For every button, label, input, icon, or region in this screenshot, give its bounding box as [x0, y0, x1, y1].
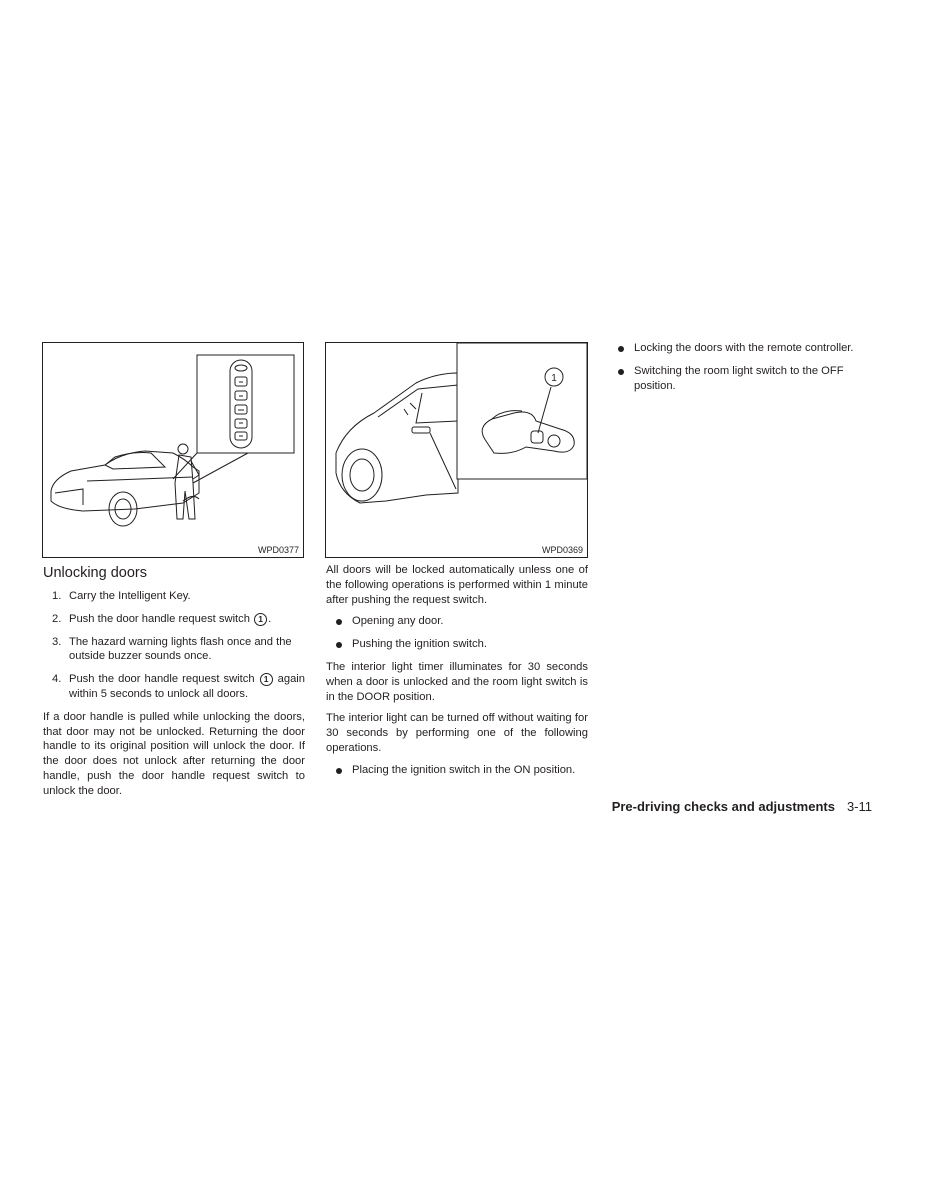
step: 3. The hazard warning lights flash once and the outside buzzer sounds once. — [52, 635, 292, 663]
callout-1: 1 — [254, 613, 267, 626]
car-and-key-illustration — [43, 343, 303, 557]
bullet-item: Pushing the ignition switch. — [326, 637, 588, 652]
callout-1: 1 — [260, 673, 273, 686]
steps-list — [43, 589, 305, 702]
bullet-list — [608, 341, 878, 393]
paragraph: The interior light can be turned off without waiting for 30 seconds by performing one of the following operations. — [326, 712, 588, 754]
figure-door-handle — [325, 342, 588, 558]
left-column — [43, 589, 305, 806]
bullet-icon — [336, 619, 342, 625]
bullet-item: Placing the ignition switch in the ON position. — [326, 763, 588, 778]
step: 4. Push the door handle request switch 1 again within 5 seconds to unlock all doors. — [52, 673, 305, 700]
callout-1: 1 — [551, 373, 557, 384]
section-heading: Unlocking doors — [43, 565, 147, 581]
figure-intelligent-key — [42, 342, 304, 558]
page-footer — [590, 799, 872, 814]
bullet-icon — [336, 642, 342, 648]
bullet-icon — [618, 346, 624, 352]
bullet-item: Switching the room light switch to the OFF position. — [608, 364, 878, 394]
step: 1. Carry the Intelligent Key. — [52, 590, 191, 602]
bullet-icon — [618, 369, 624, 375]
bullet-item: Locking the doors with the remote controller. — [608, 341, 878, 356]
figure-code: WPD0377 — [257, 545, 299, 555]
bullet-item: Opening any door. — [326, 614, 588, 629]
bullet-icon — [336, 768, 342, 774]
paragraph: All doors will be locked automatically unless one of the following operations is performed within 1 minute after pushing the request switch. — [326, 564, 588, 606]
step: 2. Push the door handle request switch 1 . — [52, 612, 272, 625]
page-number: 3-11 — [846, 799, 872, 814]
figure-code: WPD0369 — [541, 545, 583, 555]
door-handle-illustration — [326, 343, 587, 557]
bullet-list — [326, 614, 588, 652]
bullet-list — [326, 763, 588, 778]
paragraph: If a door handle is pulled while unlocking the doors, that door may not be unlocked. Returning the door handle to its original position will unlock the door. If the door does not unlock after returning the door handle, push the door handle request switch to unlock the door. — [43, 710, 305, 797]
section-title: Pre-driving checks and adjustments — [611, 799, 835, 814]
middle-column — [326, 563, 588, 786]
paragraph: The interior light timer illuminates for 30 seconds when a door is unlocked and the room light switch is in the DOOR position. — [326, 660, 588, 703]
right-column — [608, 341, 878, 401]
